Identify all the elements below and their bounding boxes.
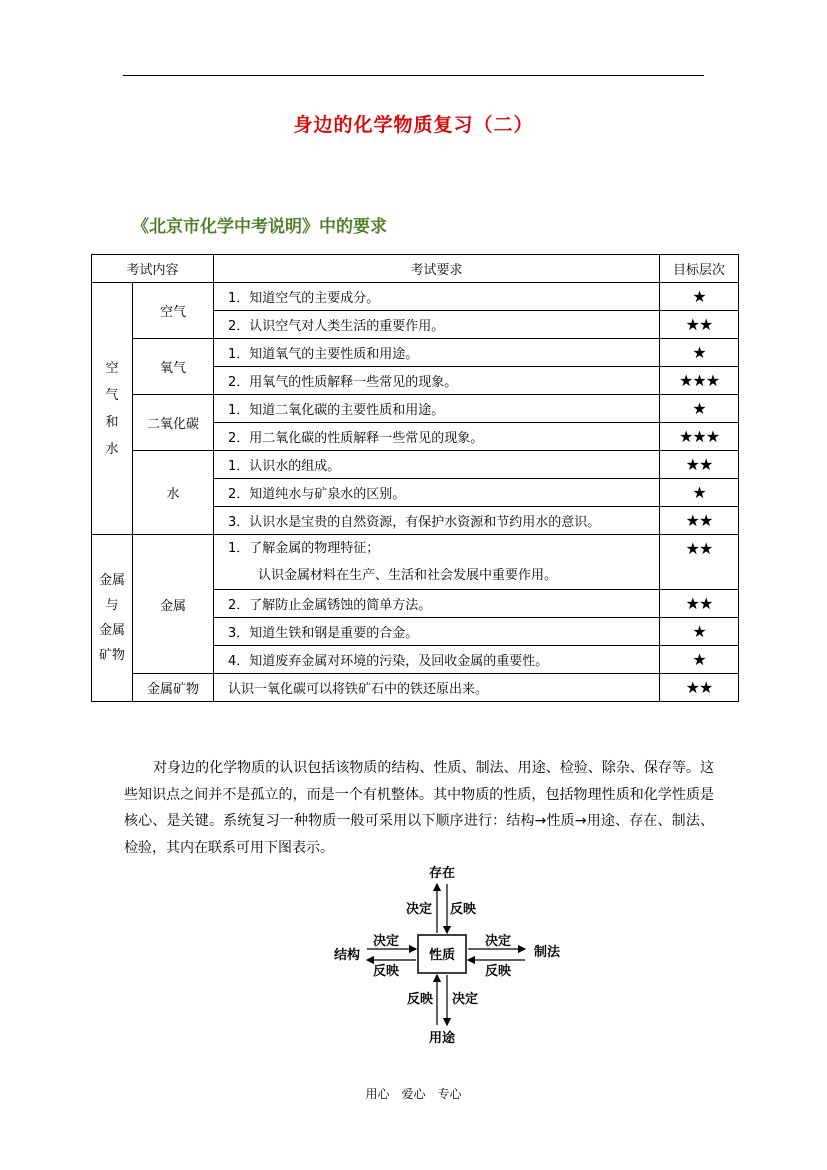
property-diagram (325, 860, 570, 1050)
subgroup-label: 二氧化碳 (133, 395, 214, 451)
level-stars: ★★ (660, 507, 739, 535)
level-stars: ★★★ (660, 423, 739, 451)
level-stars: ★★ (660, 451, 739, 479)
header-rule (123, 75, 704, 76)
group-label: 金属 与 金属 矿物 (92, 535, 133, 702)
center-label: 性质 (428, 948, 456, 963)
level-stars: ★★ (660, 535, 739, 590)
table-row (92, 395, 739, 423)
level-stars: ★ (660, 646, 739, 674)
group-label: 空 气 和 水 (92, 283, 133, 535)
body-paragraph: 对身边的化学物质的认识包括该物质的结构、性质、制法、用途、检验、除杂、保存等。这些知识点之间并不是孤立的，而是一个有机整体。其中物质的性质，包括物理性质和化学性质是核心、是关键。系统复习一种物质一般可采用以下顺序进行：结构→性质→用途、存在、制法、检验，其内在联系可用下图表示。 (124, 760, 714, 856)
requirement-cell: 3．知道生铁和钢是重要的合金。 (214, 618, 660, 646)
header-requirement: 考试要求 (214, 255, 660, 283)
bottom-reflect: 反映 (407, 992, 434, 1007)
requirement-cell: 2．认识空气对人类生活的重要作用。 (214, 311, 660, 339)
level-stars: ★ (660, 479, 739, 507)
requirement-cell (214, 535, 660, 590)
requirement-cell: 4．知道废弃金属对环境的污染，及回收金属的重要性。 (214, 646, 660, 674)
requirement-cell: 认识一氧化碳可以将铁矿石中的铁还原出来。 (214, 674, 660, 702)
table-row (92, 283, 739, 311)
subgroup-label: 空气 (133, 283, 214, 339)
requirement-cell: 2．用二氧化碳的性质解释一些常见的现象。 (214, 423, 660, 451)
right-label: 制法 (533, 945, 561, 960)
level-stars: ★ (660, 339, 739, 367)
requirement-line-2: 认识金属材料在生产、生活和社会发展中重要作用。 (258, 568, 558, 583)
top-reflect: 反映 (450, 902, 477, 917)
page-footer: 用心 爱心 专心 (365, 1087, 462, 1101)
subgroup-label: 金属 (133, 535, 214, 674)
top-decide: 决定 (406, 902, 433, 917)
level-stars: ★ (660, 283, 739, 311)
requirements-table (91, 254, 739, 702)
requirement-cell: 1．知道二氧化碳的主要性质和用途。 (214, 395, 660, 423)
table-row (92, 674, 739, 702)
right-decide: 决定 (485, 934, 512, 949)
level-stars: ★★★ (660, 367, 739, 395)
subgroup-label: 水 (133, 451, 214, 535)
requirement-line: 1．了解金属的物理特征； (228, 541, 380, 556)
bottom-label: 用途 (428, 1031, 456, 1046)
table-row (92, 339, 739, 367)
level-stars: ★★ (660, 674, 739, 702)
requirement-cell: 2．了解防止金属锈蚀的简单方法。 (214, 590, 660, 618)
header-content: 考试内容 (92, 255, 214, 283)
level-stars: ★ (660, 395, 739, 423)
right-reflect: 反映 (485, 964, 512, 979)
level-stars: ★★ (660, 311, 739, 339)
table-row (92, 535, 739, 590)
top-label: 存在 (428, 866, 456, 881)
requirement-cell: 3．认识水是宝贵的自然资源，有保护水资源和节约用水的意识。 (214, 507, 660, 535)
requirement-cell: 1．认识水的组成。 (214, 451, 660, 479)
table-header-row (92, 255, 739, 283)
requirement-cell: 1．知道空气的主要成分。 (214, 283, 660, 311)
requirement-cell: 1．知道氧气的主要性质和用途。 (214, 339, 660, 367)
subgroup-label: 金属矿物 (133, 674, 214, 702)
requirement-cell: 2．用氧气的性质解释一些常见的现象。 (214, 367, 660, 395)
left-decide: 决定 (373, 934, 400, 949)
left-reflect: 反映 (373, 964, 400, 979)
table-row (92, 451, 739, 479)
left-label: 结构 (333, 948, 361, 963)
page-title: 身边的化学物质复习（二） (293, 114, 534, 136)
level-stars: ★★ (660, 590, 739, 618)
level-stars: ★ (660, 618, 739, 646)
section-subtitle: 《北京市化学中考说明》中的要求 (132, 217, 387, 237)
subgroup-label: 氧气 (133, 339, 214, 395)
requirement-cell: 2．知道纯水与矿泉水的区别。 (214, 479, 660, 507)
header-level: 目标层次 (660, 255, 739, 283)
bottom-decide: 决定 (452, 992, 479, 1007)
